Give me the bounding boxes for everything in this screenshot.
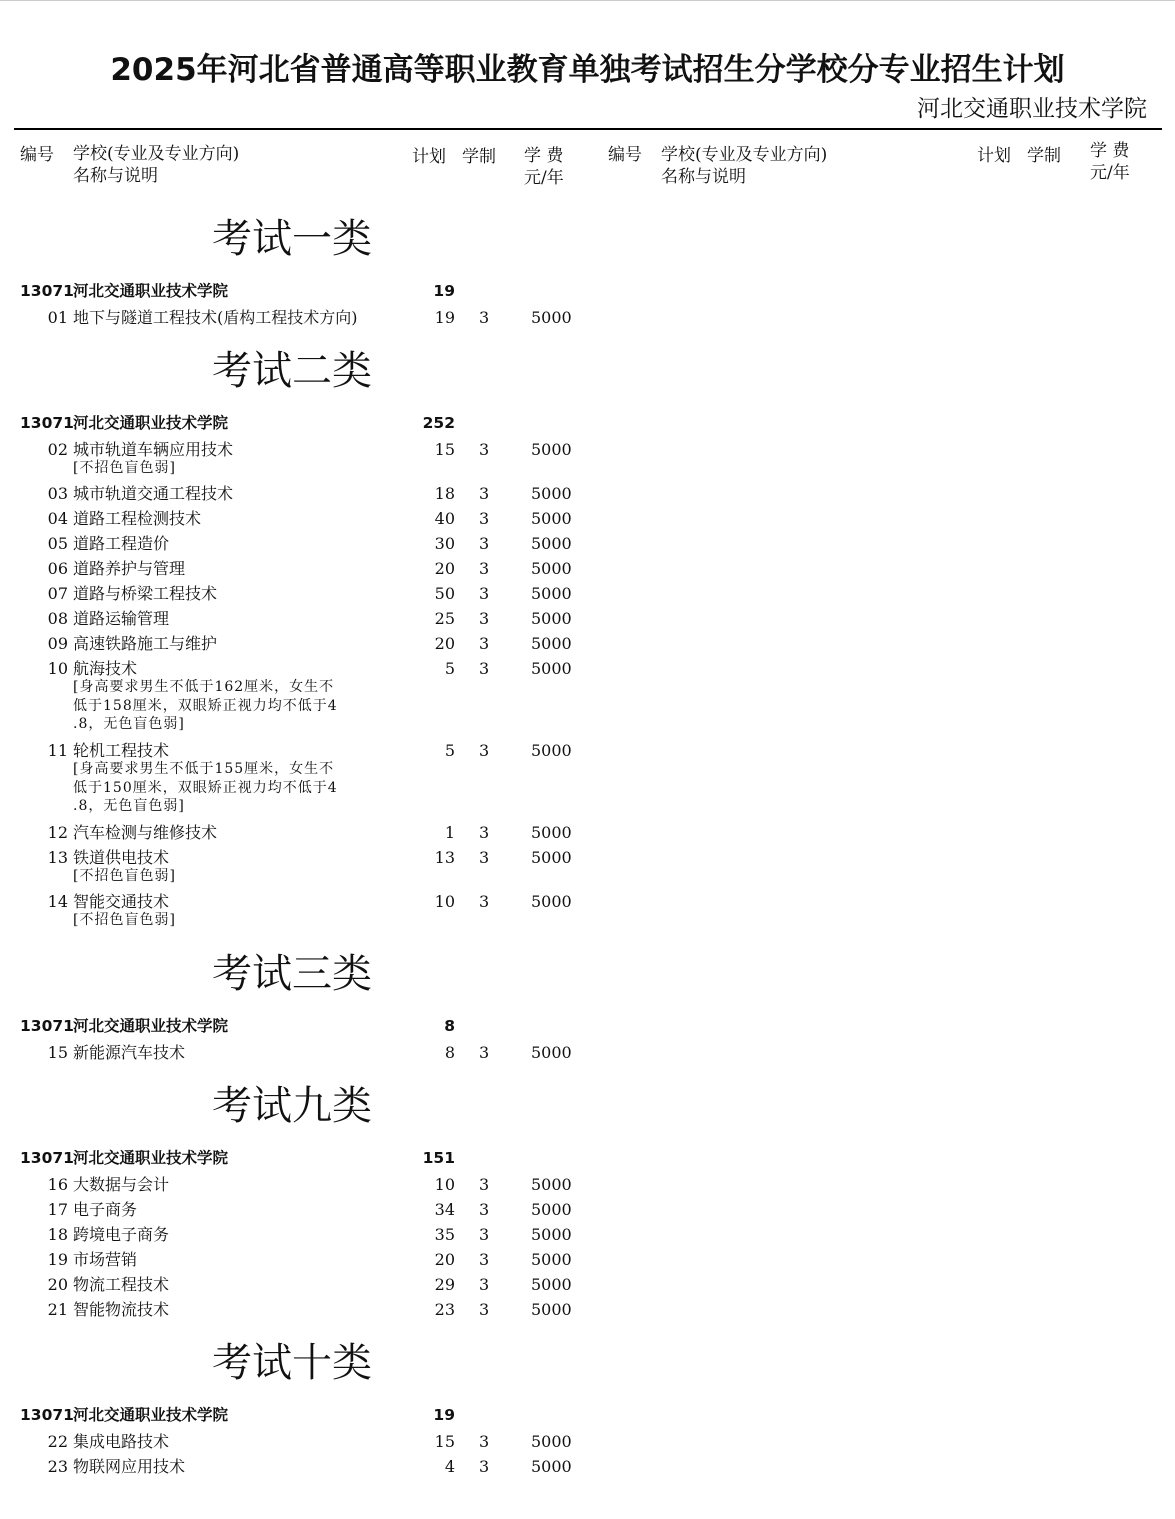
major-fee: 5000 (531, 559, 572, 578)
major-row (0, 483, 600, 505)
section-title: 考试三类 (212, 951, 372, 997)
major-note-line: [不招色盲色弱] (73, 912, 176, 928)
school-plan: 252 (422, 414, 455, 432)
header-code-right: 编号 (608, 145, 642, 165)
major-plan: 5 (444, 741, 455, 760)
major-code: 11 (47, 741, 68, 760)
school-row (0, 1015, 600, 1037)
major-code: 17 (47, 1200, 68, 1219)
major-name: 城市轨道交通工程技术 (73, 484, 234, 503)
header-rule (14, 128, 1162, 130)
major-years: 3 (479, 1225, 490, 1244)
school-name: 河北交通职业技术学院 (73, 1149, 229, 1167)
major-name: 道路运输管理 (73, 609, 170, 628)
major-fee: 5000 (531, 634, 572, 653)
major-fee: 5000 (531, 484, 572, 503)
major-name: 物联网应用技术 (73, 1457, 186, 1476)
major-code: 21 (47, 1300, 68, 1319)
major-plan: 19 (434, 308, 455, 327)
school-row (0, 1404, 600, 1426)
major-name: 道路养护与管理 (73, 559, 186, 578)
major-note-line: .8，无色盲色弱] (73, 798, 185, 814)
major-row (0, 1249, 600, 1271)
major-name: 汽车检测与维修技术 (73, 823, 218, 842)
major-plan: 15 (434, 440, 455, 459)
major-plan: 5 (444, 659, 455, 678)
major-name: 道路与桥梁工程技术 (73, 584, 218, 603)
major-plan: 20 (434, 634, 455, 653)
major-note (73, 459, 403, 478)
school-name: 河北交通职业技术学院 (73, 1406, 229, 1424)
major-fee: 5000 (531, 584, 572, 603)
major-row (0, 847, 600, 869)
major-plan: 50 (434, 584, 455, 603)
major-plan: 25 (434, 609, 455, 628)
major-note (73, 678, 403, 734)
major-fee: 5000 (531, 308, 572, 327)
section-title: 考试二类 (212, 348, 372, 394)
major-years: 3 (479, 1043, 490, 1062)
major-years: 3 (479, 1457, 490, 1476)
major-name: 智能物流技术 (73, 1300, 170, 1319)
header-plan: 计划 (412, 147, 446, 167)
major-years: 3 (479, 534, 490, 553)
major-row (0, 658, 600, 680)
major-fee: 5000 (531, 741, 572, 760)
school-row (0, 280, 600, 302)
major-note-line: 低于150厘米，双眼矫正视力均不低于4 (73, 779, 338, 796)
major-name: 电子商务 (73, 1200, 138, 1219)
school-name: 河北交通职业技术学院 (73, 414, 229, 432)
major-fee: 5000 (531, 823, 572, 842)
major-plan: 23 (434, 1300, 455, 1319)
major-years: 3 (479, 823, 490, 842)
major-code: 13 (47, 848, 68, 867)
school-code: 13071 (20, 414, 74, 432)
major-name: 城市轨道车辆应用技术 (73, 440, 234, 459)
major-name: 轮机工程技术 (73, 741, 170, 760)
header-fee-line1: 学 费 (524, 146, 564, 166)
major-row (0, 1299, 600, 1321)
school-row (0, 412, 600, 434)
major-plan: 15 (434, 1432, 455, 1451)
major-plan: 34 (434, 1200, 455, 1219)
school-plan: 151 (422, 1149, 455, 1167)
major-code: 12 (47, 823, 68, 842)
major-code: 18 (47, 1225, 68, 1244)
section-title: 考试九类 (212, 1083, 372, 1129)
major-fee: 5000 (531, 892, 572, 911)
major-fee: 5000 (531, 1457, 572, 1476)
header-name-right (661, 144, 827, 188)
major-years: 3 (479, 634, 490, 653)
major-years: 3 (479, 509, 490, 528)
major-note (73, 760, 403, 816)
major-row (0, 1431, 600, 1453)
major-name: 铁道供电技术 (73, 848, 170, 867)
header-plan-right: 计划 (977, 146, 1011, 166)
major-years: 3 (479, 609, 490, 628)
major-row (0, 1174, 600, 1196)
header-fee-line2-right: 元/年 (1090, 163, 1130, 183)
major-code: 16 (47, 1175, 68, 1194)
major-years: 3 (479, 308, 490, 327)
major-row (0, 633, 600, 655)
major-name: 道路工程造价 (73, 534, 170, 553)
major-fee: 5000 (531, 1043, 572, 1062)
document-title: 2025年河北省普通高等职业教育单独考试招生分学校分专业招生计划 (110, 52, 1065, 88)
school-plan: 19 (433, 1406, 455, 1424)
major-plan: 18 (434, 484, 455, 503)
major-note-line: [身高要求男生不低于155厘米，女生不 (73, 761, 335, 777)
major-code: 02 (47, 440, 68, 459)
major-note-line: [不招色盲色弱] (73, 460, 176, 476)
major-code: 07 (47, 584, 68, 603)
major-code: 01 (47, 308, 68, 327)
major-row (0, 583, 600, 605)
major-note (73, 911, 403, 930)
major-code: 22 (47, 1432, 68, 1451)
major-fee: 5000 (531, 440, 572, 459)
major-code: 10 (47, 659, 68, 678)
major-fee: 5000 (531, 659, 572, 678)
major-years: 3 (479, 440, 490, 459)
major-name: 新能源汽车技术 (73, 1043, 186, 1062)
major-plan: 20 (434, 1250, 455, 1269)
major-plan: 1 (444, 823, 455, 842)
major-code: 19 (47, 1250, 68, 1269)
major-fee: 5000 (531, 1200, 572, 1219)
major-years: 3 (479, 741, 490, 760)
major-years: 3 (479, 659, 490, 678)
header-name-line1-right: 学校(专业及专业方向) (661, 145, 828, 165)
header-code: 编号 (20, 145, 54, 165)
major-code: 20 (47, 1275, 68, 1294)
major-code: 06 (47, 559, 68, 578)
major-years: 3 (479, 1175, 490, 1194)
major-years: 3 (479, 1250, 490, 1269)
major-name: 航海技术 (73, 659, 138, 678)
major-name: 集成电路技术 (73, 1432, 170, 1451)
section-title: 考试一类 (212, 216, 372, 262)
major-code: 09 (47, 634, 68, 653)
school-code: 13071 (20, 1017, 74, 1035)
major-fee: 5000 (531, 509, 572, 528)
school-plan: 19 (433, 282, 455, 300)
major-name: 地下与隧道工程技术(盾构工程技术方向) (73, 308, 358, 327)
major-row (0, 1274, 600, 1296)
school-name: 河北交通职业技术学院 (73, 1017, 229, 1035)
major-row (0, 307, 600, 329)
section-title: 考试十类 (212, 1340, 372, 1386)
major-years: 3 (479, 1200, 490, 1219)
major-row (0, 439, 600, 461)
major-years: 3 (479, 1275, 490, 1294)
school-code: 13071 (20, 1406, 74, 1424)
major-fee: 5000 (531, 1225, 572, 1244)
document-subtitle: 河北交通职业技术学院 (917, 96, 1147, 122)
major-plan: 29 (434, 1275, 455, 1294)
major-row (0, 822, 600, 844)
major-code: 03 (47, 484, 68, 503)
major-years: 3 (479, 1300, 490, 1319)
major-fee: 5000 (531, 609, 572, 628)
header-fee-line2: 元/年 (524, 168, 564, 188)
major-note-line: [身高要求男生不低于162厘米，女生不 (73, 679, 335, 695)
header-fee-right (1090, 140, 1130, 184)
major-row (0, 1199, 600, 1221)
major-row (0, 1456, 600, 1478)
major-note (73, 867, 403, 886)
major-name: 道路工程检测技术 (73, 509, 202, 528)
major-code: 23 (47, 1457, 68, 1476)
major-name: 物流工程技术 (73, 1275, 170, 1294)
major-row (0, 891, 600, 913)
major-note-line: [不招色盲色弱] (73, 868, 176, 884)
major-code: 15 (47, 1043, 68, 1062)
major-fee: 5000 (531, 1432, 572, 1451)
header-fee-line1-right: 学 费 (1090, 141, 1130, 161)
major-note-line: .8，无色盲色弱] (73, 716, 185, 732)
major-plan: 35 (434, 1225, 455, 1244)
major-code: 08 (47, 609, 68, 628)
major-note-line: 低于158厘米，双眼矫正视力均不低于4 (73, 697, 338, 714)
school-row (0, 1147, 600, 1169)
major-plan: 40 (434, 509, 455, 528)
major-row (0, 1224, 600, 1246)
major-plan: 20 (434, 559, 455, 578)
school-code: 13071 (20, 1149, 74, 1167)
major-name: 高速铁路施工与维护 (73, 634, 218, 653)
major-row (0, 558, 600, 580)
school-plan: 8 (444, 1017, 455, 1035)
major-fee: 5000 (531, 1175, 572, 1194)
major-plan: 4 (444, 1457, 455, 1476)
major-years: 3 (479, 848, 490, 867)
major-name: 市场营销 (73, 1250, 138, 1269)
major-years: 3 (479, 584, 490, 603)
header-years: 学制 (462, 147, 496, 167)
major-plan: 10 (434, 1175, 455, 1194)
major-row (0, 508, 600, 530)
major-fee: 5000 (531, 1275, 572, 1294)
major-row (0, 740, 600, 762)
header-name (73, 143, 239, 187)
top-border (0, 0, 1175, 1)
major-name: 大数据与会计 (73, 1175, 170, 1194)
major-row (0, 608, 600, 630)
major-name: 智能交通技术 (73, 892, 170, 911)
major-years: 3 (479, 484, 490, 503)
major-name: 跨境电子商务 (73, 1225, 170, 1244)
major-years: 3 (479, 559, 490, 578)
header-years-right: 学制 (1027, 146, 1061, 166)
school-code: 13071 (20, 282, 74, 300)
major-fee: 5000 (531, 1250, 572, 1269)
header-fee (524, 145, 564, 189)
major-plan: 30 (434, 534, 455, 553)
header-name-line2: 名称与说明 (73, 166, 158, 186)
major-code: 05 (47, 534, 68, 553)
major-fee: 5000 (531, 1300, 572, 1319)
major-plan: 13 (434, 848, 455, 867)
major-code: 14 (47, 892, 68, 911)
major-plan: 8 (444, 1043, 455, 1062)
major-plan: 10 (434, 892, 455, 911)
major-years: 3 (479, 892, 490, 911)
school-name: 河北交通职业技术学院 (73, 282, 229, 300)
major-code: 04 (47, 509, 68, 528)
major-fee: 5000 (531, 534, 572, 553)
header-name-line2-right: 名称与说明 (661, 167, 746, 187)
major-years: 3 (479, 1432, 490, 1451)
major-row (0, 533, 600, 555)
major-row (0, 1042, 600, 1064)
major-fee: 5000 (531, 848, 572, 867)
header-name-line1: 学校(专业及专业方向) (73, 144, 240, 164)
